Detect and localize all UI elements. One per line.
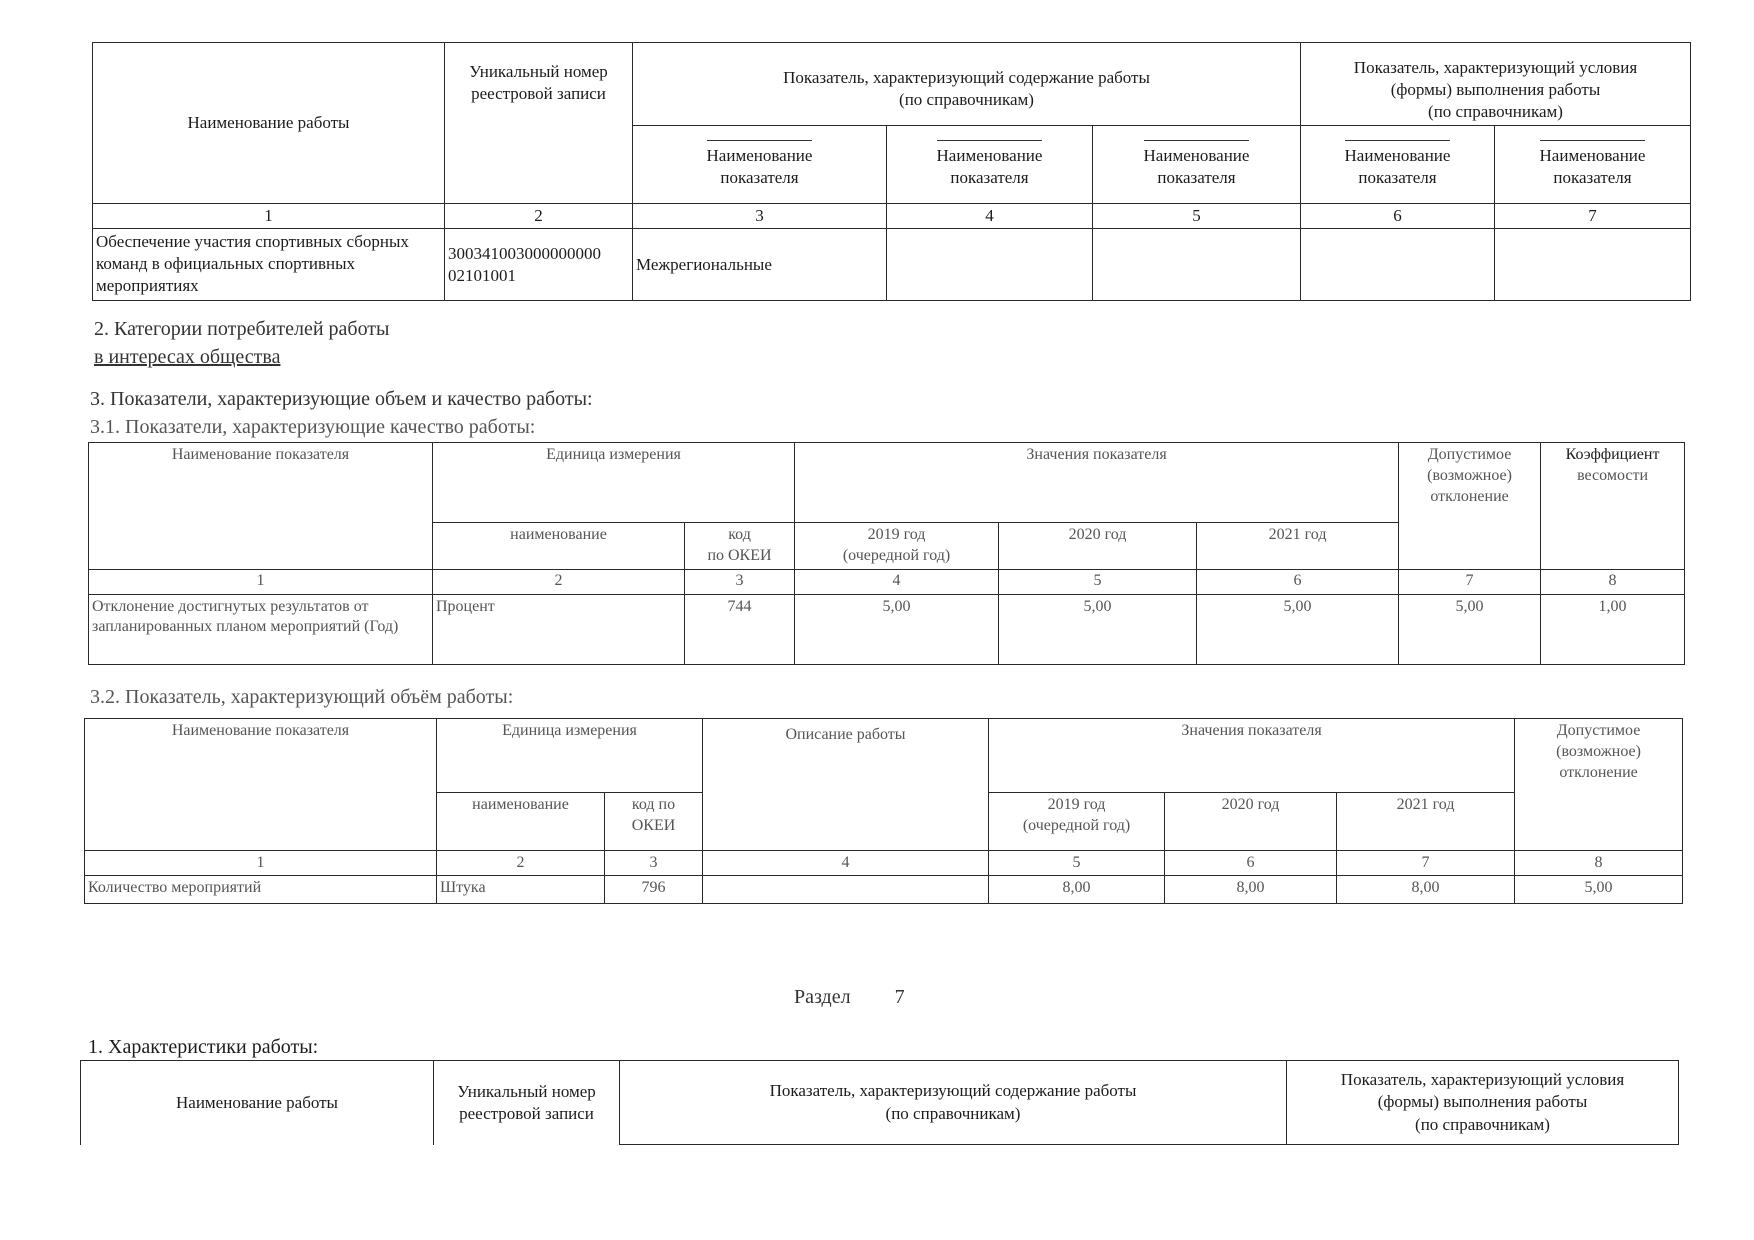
col-number: 7	[1399, 569, 1541, 594]
section-number: 7	[894, 986, 905, 1008]
sub-header-7: Наименование показателя	[1495, 126, 1691, 204]
col-number: 5	[989, 851, 1165, 876]
v-header-unit: Единица измерения	[437, 719, 703, 793]
sub-header-4: Наименование показателя	[887, 126, 1093, 204]
header-content-line1: Показатель, характеризующий содержание работы	[783, 68, 1150, 87]
q-header-2020: 2020 год	[999, 523, 1197, 570]
s7-header-work-name: Наименование работы	[81, 1061, 434, 1145]
col-number: 6	[1197, 569, 1399, 594]
col-number: 1	[93, 204, 445, 229]
header-content-indicator	[633, 43, 1301, 126]
q-deviation: 5,00	[1399, 594, 1541, 664]
header-condition-line3: (по справочникам)	[1428, 102, 1563, 122]
v-value-2019: 8,00	[989, 876, 1165, 904]
consumer-category: в интересах общества	[94, 346, 281, 368]
header-work-name: Наименование работы	[93, 43, 445, 204]
content-indicator-cell: Межрегиональные	[633, 229, 887, 301]
work-characteristics-table	[92, 42, 1691, 301]
header-condition-indicator	[1301, 43, 1691, 126]
v-description	[703, 876, 989, 904]
v-header-values: Значения показателя	[989, 719, 1515, 793]
col-number: 8	[1515, 851, 1683, 876]
col-number: 8	[1541, 569, 1685, 594]
s7-header-condition: Показатель, характеризующий условия (формы) выполнения работы (по справочникам)	[1287, 1061, 1679, 1145]
col-number: 3	[685, 569, 795, 594]
q-coefficient: 1,00	[1541, 594, 1685, 664]
col-number: 3	[605, 851, 703, 876]
v-header-2020: 2020 год	[1165, 793, 1337, 851]
q-okei-code: 744	[685, 594, 795, 664]
q-unit-name: Процент	[433, 594, 685, 664]
col-number: 4	[795, 569, 999, 594]
header-condition-line1: Показатель, характеризующий условия	[1353, 58, 1638, 77]
s7-header-content: Показатель, характеризующий содержание работы (по справочникам)	[620, 1061, 1287, 1145]
section-label: Раздел	[794, 986, 851, 1008]
q-header-unit: Единица измерения	[433, 443, 795, 523]
col-number: 6	[1301, 204, 1495, 229]
quality-indicators-table	[88, 442, 1685, 665]
v-header-okei: код по ОКЕИ	[605, 793, 703, 851]
section-7-heading: 1. Характеристики работы:	[88, 1036, 319, 1058]
registry-number-cell: 300341003000000000 02101001	[445, 229, 633, 301]
work-name-cell: Обеспечение участия спортивных сборных команд в официальных спортивных мероприятиях	[93, 229, 445, 301]
empty-cell	[1301, 229, 1495, 301]
col-number: 7	[1495, 204, 1691, 229]
q-value-2019: 5,00	[795, 594, 999, 664]
q-header-unit-name: наименование	[433, 523, 685, 570]
empty-cell	[1495, 229, 1691, 301]
header-condition-line2: (формы) выполнения работы	[1390, 80, 1601, 100]
empty-cell	[1093, 229, 1301, 301]
v-deviation: 5,00	[1515, 876, 1683, 904]
q-header-coefficient: Коэффициент весомости	[1541, 443, 1685, 570]
table-row	[89, 594, 1685, 664]
section-2-heading: 2. Категории потребителей работы	[94, 318, 390, 340]
v-value-2021: 8,00	[1337, 876, 1515, 904]
v-header-deviation: Допустимое (возможное) отклонение	[1515, 719, 1683, 851]
q-value-2020: 5,00	[999, 594, 1197, 664]
q-indicator-name: Отклонение достигнутых результатов от запланированных планом мероприятий (Год)	[89, 594, 433, 664]
v-value-2020: 8,00	[1165, 876, 1337, 904]
v-header-unit-name: наименование	[437, 793, 605, 851]
v-header-2019: 2019 год (очередной год)	[989, 793, 1165, 851]
col-number: 2	[437, 851, 605, 876]
s7-header-registry: Уникальный номер реестровой записи	[434, 1061, 620, 1145]
section-title	[794, 986, 905, 1009]
v-header-description: Описание работы	[703, 719, 989, 851]
empty-cell	[887, 229, 1093, 301]
section-3-2-heading: 3.2. Показатель, характеризующий объём работы:	[90, 686, 514, 708]
col-number: 6	[1165, 851, 1337, 876]
q-header-deviation: Допустимое (возможное) отклонение	[1399, 443, 1541, 570]
col-number: 3	[633, 204, 887, 229]
volume-indicators-table	[84, 718, 1683, 904]
v-okei-code: 796	[605, 876, 703, 904]
col-number: 4	[887, 204, 1093, 229]
q-header-name: Наименование показателя	[89, 443, 433, 570]
sub-header-6: Наименование показателя	[1301, 126, 1495, 204]
q-header-values: Значения показателя	[795, 443, 1399, 523]
col-number: 5	[999, 569, 1197, 594]
sub-header-3: Наименование показателя	[633, 126, 887, 204]
v-unit-name: Штука	[437, 876, 605, 904]
table-row	[93, 229, 1691, 301]
sub-header-5: Наименование показателя	[1093, 126, 1301, 204]
v-indicator-name: Количество мероприятий	[85, 876, 437, 904]
header-content-line2: (по справочникам)	[899, 90, 1034, 110]
table-row	[85, 876, 1683, 904]
col-number: 2	[445, 204, 633, 229]
col-number: 4	[703, 851, 989, 876]
work-characteristics-table-section-7	[80, 1060, 1679, 1145]
col-number: 1	[85, 851, 437, 876]
col-number: 2	[433, 569, 685, 594]
header-registry-number: Уникальный номер реестровой записи	[445, 43, 633, 204]
q-value-2021: 5,00	[1197, 594, 1399, 664]
col-number: 7	[1337, 851, 1515, 876]
col-number: 5	[1093, 204, 1301, 229]
q-header-2021: 2021 год	[1197, 523, 1399, 570]
col-number: 1	[89, 569, 433, 594]
q-header-2019: 2019 год (очередной год)	[795, 523, 999, 570]
section-3-heading: 3. Показатели, характеризующие объем и качество работы:	[90, 388, 593, 410]
section-3-1-heading: 3.1. Показатели, характеризующие качество работы:	[90, 416, 536, 438]
q-header-okei: код по ОКЕИ	[685, 523, 795, 570]
v-header-2021: 2021 год	[1337, 793, 1515, 851]
v-header-name: Наименование показателя	[85, 719, 437, 851]
